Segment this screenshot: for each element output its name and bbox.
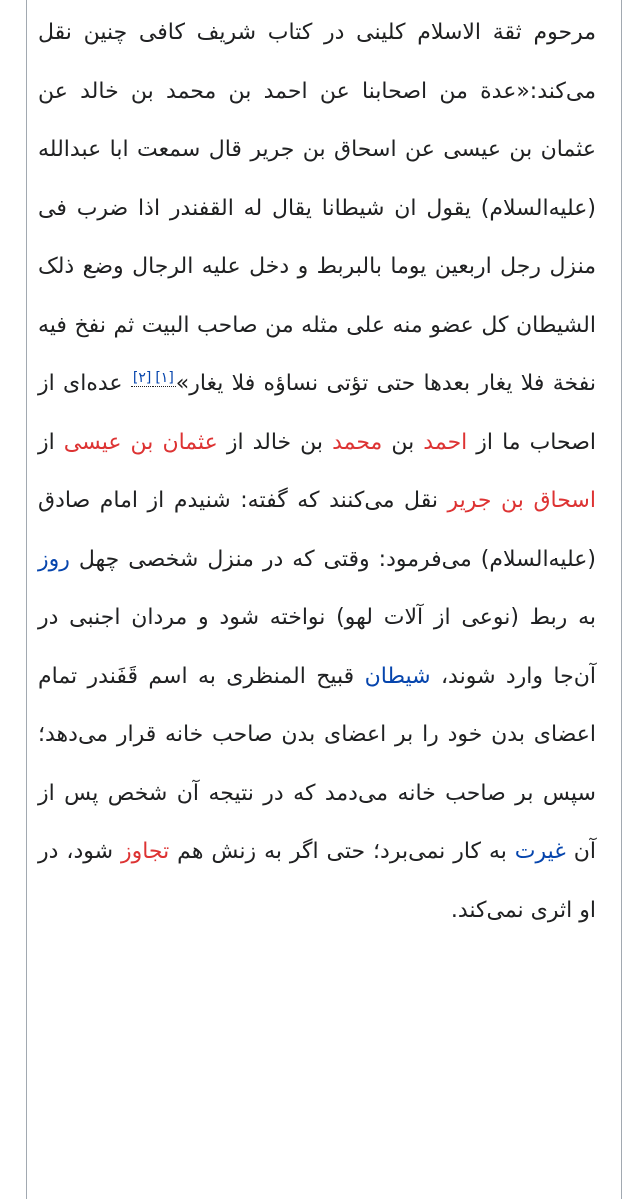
reference-1[interactable]: [۱] bbox=[155, 370, 174, 386]
text-segment-7: قبیح المنظری به اسم قَفَندر تمام اعضای بدن خود را بر اعضای بدن صاحب خانه قرار می‌دهد؛ سپس بر صاحب خانه می‌دمد که در نتیجه آن شخص پس از آن bbox=[38, 663, 596, 864]
link-mohammad[interactable]: محمد bbox=[332, 429, 383, 455]
link-sheytan[interactable]: شیطان bbox=[364, 663, 431, 689]
link-ahmad[interactable]: احمد bbox=[423, 429, 468, 455]
link-tajavoz[interactable]: تجاوز bbox=[120, 839, 170, 864]
text-segment-2: بن bbox=[382, 429, 424, 455]
reference-2[interactable]: [۲] bbox=[132, 370, 152, 386]
hadith-arabic-text: «عدة من اصحابنا عن احمد بن محمد بن خالد عن عثمان بن عیسی عن اسحاق بن جریر قال سمعت ابا عبدالله (علیه‌السلام) یقول ان شیطانا یقال له القفندر اذا ضرب فی منزل رجل اربعین یوما بالبربط و دخل علیه الرجال وضع ذلک الشیطان کل عضو منه علی مثله من صاحب البیت ثم نفخ فیه نفخة فلا یغار بعدها حتی تؤتی نساؤه فلا یغار» bbox=[38, 78, 596, 396]
text-segment-6: به ربط (نوعی از آلات لهو) نواخته شود و مردان اجنبی در آن‌جا وارد شوند، bbox=[38, 605, 596, 689]
link-osman-ibn-isa[interactable]: عثمان بن عیسی bbox=[63, 429, 218, 455]
link-eshagh-ibn-jarir[interactable]: اسحاق بن جریر bbox=[447, 488, 596, 513]
text-segment-5: نقل می‌کنند که گفته: شنیدم از امام صادق (علیه‌السلام) می‌فرمود: وقتی که در منزل شخصی چهل bbox=[38, 488, 596, 572]
text-segment-4: از bbox=[38, 429, 64, 455]
text-segment-9: شود، در او اثری نمی‌کند. bbox=[38, 839, 596, 923]
link-rooz[interactable]: روز bbox=[38, 546, 70, 572]
text-segment-8: به کار نمی‌برد؛ حتی اگر به زنش هم bbox=[169, 839, 515, 864]
article-content bbox=[38, 0, 596, 940]
article-paragraph bbox=[38, 4, 596, 940]
intro-text: مرحوم ثقة الاسلام کلینی در کتاب شریف کافی چنین نقل می‌کند: bbox=[38, 20, 596, 104]
text-segment-1: عده‌ای از اصحاب ما از bbox=[38, 371, 597, 455]
link-gheyrat[interactable]: غیرت bbox=[514, 839, 566, 864]
text-segment-3: بن خالد از bbox=[217, 429, 333, 455]
